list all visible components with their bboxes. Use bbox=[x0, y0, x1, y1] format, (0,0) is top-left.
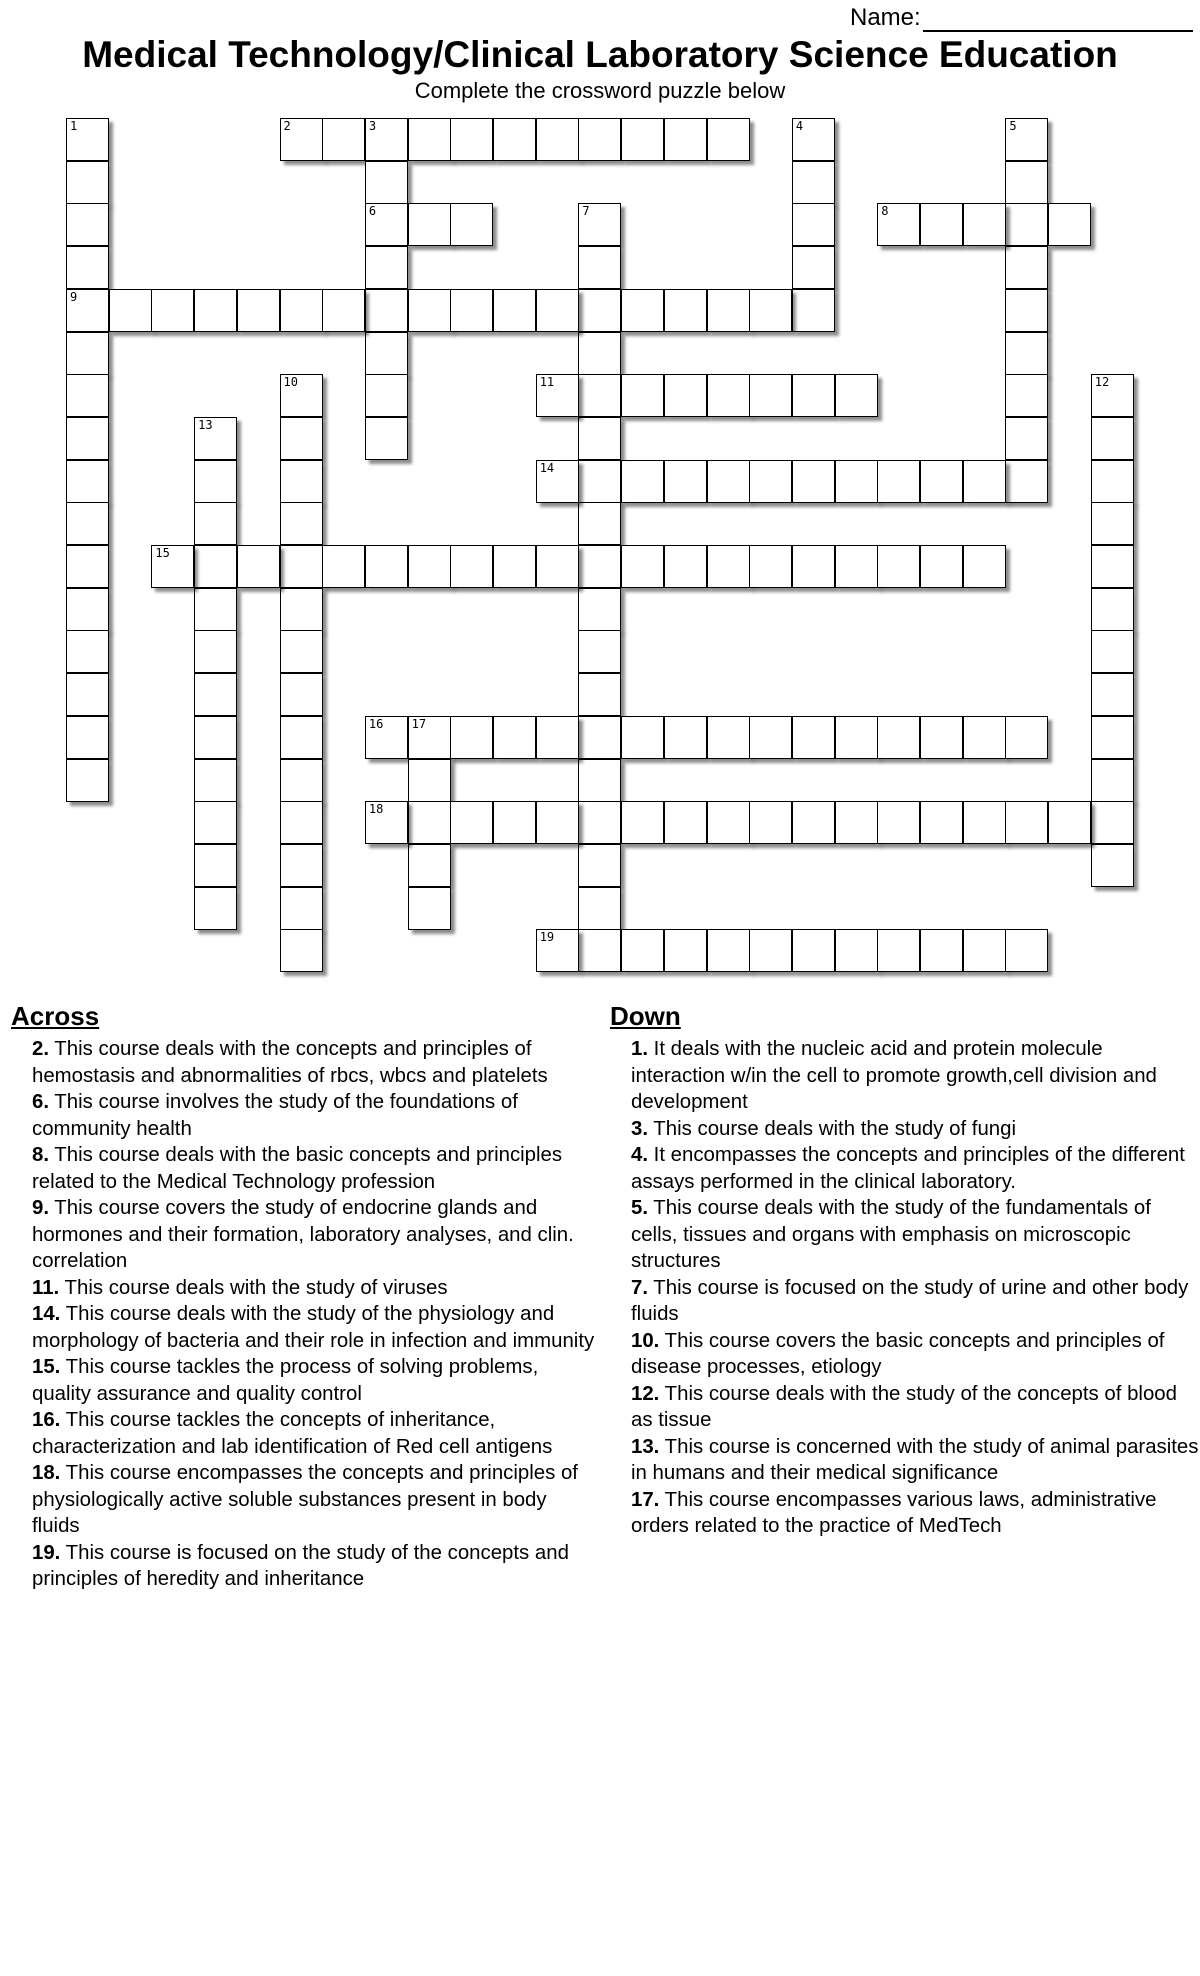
clue-number: 19 bbox=[539, 930, 555, 945]
grid-cell[interactable] bbox=[963, 460, 1006, 503]
grid-cell[interactable] bbox=[963, 545, 1006, 588]
grid-cell[interactable] bbox=[280, 716, 323, 759]
across-clue bbox=[11, 1089, 597, 1142]
grid-cell[interactable] bbox=[536, 118, 579, 161]
grid-cell[interactable] bbox=[194, 289, 237, 332]
grid-cell[interactable] bbox=[963, 203, 1006, 246]
grid-cell[interactable] bbox=[408, 844, 451, 887]
grid-cell[interactable] bbox=[1005, 460, 1048, 503]
grid-cell[interactable] bbox=[450, 203, 493, 246]
grid-cell[interactable] bbox=[66, 118, 109, 161]
grid-cell[interactable] bbox=[707, 716, 750, 759]
across-clue bbox=[11, 1407, 597, 1460]
grid-cell[interactable] bbox=[664, 716, 707, 759]
page-subtitle: Complete the crossword puzzle below bbox=[414, 78, 786, 103]
clue-number-label: 19. bbox=[32, 1541, 61, 1564]
grid-cell[interactable] bbox=[322, 545, 365, 588]
clue-text: This course tackles the process of solving problems, quality assurance and quality control bbox=[32, 1356, 539, 1405]
grid-cell[interactable] bbox=[66, 460, 109, 503]
grid-cell[interactable] bbox=[877, 460, 920, 503]
grid-cell[interactable] bbox=[1005, 801, 1048, 844]
clue-text: This course deals with the study of fungi bbox=[648, 1117, 1017, 1140]
grid-cell[interactable] bbox=[1091, 545, 1134, 588]
clue-text: This course is focused on the study of the concepts and principles of heredity and inheritance bbox=[32, 1541, 569, 1590]
grid-cell[interactable] bbox=[792, 246, 835, 289]
down-clue bbox=[610, 1275, 1200, 1328]
across-clue bbox=[11, 1142, 597, 1195]
grid-cell[interactable] bbox=[450, 545, 493, 588]
clue-text: This course deals with the study of viruses bbox=[59, 1276, 448, 1299]
grid-cell[interactable] bbox=[365, 545, 408, 588]
grid-cell[interactable] bbox=[365, 716, 408, 759]
grid-cell[interactable] bbox=[792, 460, 835, 503]
grid-cell[interactable] bbox=[194, 545, 237, 588]
grid-cell[interactable] bbox=[578, 588, 621, 631]
grid-cell[interactable] bbox=[621, 460, 664, 503]
down-clue bbox=[610, 1328, 1200, 1381]
down-clues bbox=[610, 1000, 1199, 1540]
name-label: Name: bbox=[850, 4, 921, 31]
grid-cell[interactable] bbox=[578, 289, 621, 332]
grid-cell[interactable] bbox=[1091, 588, 1134, 631]
clue-number-label: 13. bbox=[631, 1435, 660, 1458]
grid-cell[interactable] bbox=[707, 929, 750, 972]
grid-cell[interactable] bbox=[792, 118, 835, 161]
grid-cell[interactable] bbox=[963, 929, 1006, 972]
grid-cell[interactable] bbox=[664, 929, 707, 972]
grid-cell[interactable] bbox=[280, 759, 323, 802]
grid-cell[interactable] bbox=[920, 929, 963, 972]
grid-cell[interactable] bbox=[578, 801, 621, 844]
across-heading: Across bbox=[11, 1001, 100, 1031]
grid-cell[interactable] bbox=[707, 801, 750, 844]
grid-cell[interactable] bbox=[237, 289, 280, 332]
grid-cell[interactable] bbox=[963, 716, 1006, 759]
grid-cell[interactable] bbox=[621, 545, 664, 588]
clue-number-label: 2. bbox=[32, 1038, 50, 1060]
clue-number-label: 10. bbox=[631, 1329, 660, 1352]
grid-cell[interactable] bbox=[578, 246, 621, 289]
clue-number: 17 bbox=[411, 716, 427, 731]
grid-cell[interactable] bbox=[194, 630, 237, 673]
grid-cell[interactable] bbox=[450, 289, 493, 332]
grid-cell[interactable] bbox=[835, 929, 878, 972]
clue-text: This course deals with the study of the fundamentals of cells, tissues and organs with emphasis on microscopic structures bbox=[631, 1197, 1151, 1272]
grid-cell[interactable] bbox=[749, 801, 792, 844]
grid-cell[interactable] bbox=[66, 246, 109, 289]
grid-cell[interactable] bbox=[408, 545, 451, 588]
grid-cell[interactable] bbox=[280, 844, 323, 887]
grid-cell[interactable] bbox=[280, 673, 323, 716]
grid-cell[interactable] bbox=[792, 374, 835, 417]
clue-text: This course covers the basic concepts and principles of disease processes, etiology bbox=[631, 1329, 1165, 1378]
clue-number-label: 4. bbox=[631, 1144, 649, 1166]
grid-cell[interactable] bbox=[749, 460, 792, 503]
grid-cell[interactable] bbox=[749, 289, 792, 332]
grid-cell[interactable] bbox=[536, 545, 579, 588]
grid-cell[interactable] bbox=[408, 801, 451, 844]
grid-cell[interactable] bbox=[664, 374, 707, 417]
grid-cell[interactable] bbox=[493, 801, 536, 844]
across-clue-list bbox=[11, 1036, 595, 1593]
grid-cell[interactable] bbox=[365, 246, 408, 289]
grid-cell[interactable] bbox=[66, 630, 109, 673]
grid-cell[interactable] bbox=[194, 673, 237, 716]
grid-cell[interactable] bbox=[1091, 417, 1134, 460]
grid-cell[interactable] bbox=[707, 289, 750, 332]
grid-cell[interactable] bbox=[792, 203, 835, 246]
grid-cell[interactable] bbox=[578, 460, 621, 503]
grid-cell[interactable] bbox=[66, 588, 109, 631]
grid-cell[interactable] bbox=[280, 545, 323, 588]
grid-cell[interactable] bbox=[877, 929, 920, 972]
grid-cell[interactable] bbox=[365, 417, 408, 460]
grid-cell[interactable] bbox=[578, 716, 621, 759]
grid-cell[interactable] bbox=[1048, 203, 1091, 246]
clue-number-label: 18. bbox=[32, 1462, 61, 1484]
grid-cell[interactable] bbox=[707, 460, 750, 503]
clue-number: 12 bbox=[1094, 375, 1110, 390]
grid-cell[interactable] bbox=[877, 716, 920, 759]
clue-number-label: 9. bbox=[32, 1197, 50, 1219]
grid-cell[interactable] bbox=[920, 460, 963, 503]
grid-cell[interactable] bbox=[365, 203, 408, 246]
grid-cell[interactable] bbox=[707, 374, 750, 417]
grid-cell[interactable] bbox=[365, 332, 408, 375]
grid-cell[interactable] bbox=[664, 801, 707, 844]
grid-cell[interactable] bbox=[194, 801, 237, 844]
clue-number-label: 12. bbox=[631, 1382, 660, 1405]
across-clue bbox=[11, 1301, 597, 1354]
grid-cell[interactable] bbox=[835, 374, 878, 417]
grid-cell[interactable] bbox=[408, 716, 451, 759]
grid-cell[interactable] bbox=[280, 801, 323, 844]
clue-number: 10 bbox=[283, 375, 298, 390]
grid-cell[interactable] bbox=[963, 801, 1006, 844]
grid-cell[interactable] bbox=[1091, 759, 1134, 802]
clue-number-label: 17. bbox=[631, 1488, 660, 1511]
down-clue bbox=[610, 1116, 1200, 1143]
grid-cell[interactable] bbox=[707, 118, 750, 161]
grid-cell[interactable] bbox=[493, 289, 536, 332]
clue-number: 11 bbox=[539, 375, 555, 390]
across-clue bbox=[11, 1275, 597, 1302]
grid-cell[interactable] bbox=[578, 332, 621, 375]
grid-cell[interactable] bbox=[66, 161, 109, 204]
grid-cell[interactable] bbox=[66, 502, 109, 545]
grid-cell[interactable] bbox=[877, 203, 920, 246]
grid-cell[interactable] bbox=[920, 545, 963, 588]
grid-cell[interactable] bbox=[536, 716, 579, 759]
grid-cell[interactable] bbox=[280, 118, 323, 161]
grid-cell[interactable] bbox=[194, 844, 237, 887]
grid-cell[interactable] bbox=[109, 289, 152, 332]
grid-cell[interactable] bbox=[664, 289, 707, 332]
clue-number: 16 bbox=[368, 716, 384, 731]
down-clue bbox=[610, 1195, 1200, 1275]
grid-cell[interactable] bbox=[322, 289, 365, 332]
grid-cell[interactable] bbox=[877, 801, 920, 844]
clue-text: This course deals with the study of the physiology and morphology of bacteria and their role in infection and immunity bbox=[32, 1303, 595, 1352]
grid-cell[interactable] bbox=[578, 417, 621, 460]
down-clue bbox=[610, 1381, 1200, 1434]
grid-cell[interactable] bbox=[792, 801, 835, 844]
clue-number-label: 7. bbox=[631, 1276, 649, 1299]
clue-number: 13 bbox=[198, 417, 213, 432]
across-clue bbox=[11, 1460, 597, 1540]
grid-cell[interactable] bbox=[536, 929, 579, 972]
grid-cell[interactable] bbox=[322, 118, 365, 161]
clue-number: 9 bbox=[70, 289, 78, 304]
grid-cell[interactable] bbox=[280, 374, 323, 417]
grid-cell[interactable] bbox=[707, 545, 750, 588]
grid-cell[interactable] bbox=[1005, 374, 1048, 417]
clue-text: This course encompasses various laws, administrative orders related to the practice of MedTech bbox=[631, 1488, 1157, 1537]
grid-cell[interactable] bbox=[194, 759, 237, 802]
grid-cell[interactable] bbox=[450, 801, 493, 844]
grid-cell[interactable] bbox=[194, 417, 237, 460]
grid-cell[interactable] bbox=[151, 545, 194, 588]
page-title: Medical Technology/Clinical Laboratory Science Education bbox=[82, 34, 1118, 75]
grid-cell[interactable] bbox=[450, 716, 493, 759]
clue-text: This course tackles the concepts of inheritance, characterization and lab identification of Red cell antigens bbox=[32, 1409, 553, 1458]
clue-text: This course is focused on the study of urine and other body fluids bbox=[631, 1276, 1189, 1325]
grid-cell[interactable] bbox=[66, 417, 109, 460]
clue-number: 18 bbox=[368, 802, 384, 817]
clue-number: 5 bbox=[1009, 119, 1017, 133]
down-clue bbox=[610, 1487, 1200, 1540]
clue-number: 3 bbox=[368, 119, 377, 133]
grid-cell[interactable] bbox=[664, 460, 707, 503]
grid-cell[interactable] bbox=[1091, 502, 1134, 545]
grid-cell[interactable] bbox=[1005, 417, 1048, 460]
grid-cell[interactable] bbox=[578, 929, 621, 972]
grid-cell[interactable] bbox=[536, 460, 579, 503]
clue-number-label: 3. bbox=[631, 1117, 649, 1140]
grid-cell[interactable] bbox=[194, 502, 237, 545]
grid-cell[interactable] bbox=[280, 502, 323, 545]
grid-cell[interactable] bbox=[1005, 161, 1048, 204]
grid-cell[interactable] bbox=[66, 716, 109, 759]
grid-cell[interactable] bbox=[66, 374, 109, 417]
grid-cell[interactable] bbox=[835, 545, 878, 588]
grid-cell[interactable] bbox=[664, 118, 707, 161]
grid-cell[interactable] bbox=[621, 929, 664, 972]
grid-cell[interactable] bbox=[280, 289, 323, 332]
grid-cell[interactable] bbox=[1005, 289, 1048, 332]
clue-number: 6 bbox=[368, 204, 377, 219]
grid-cell[interactable] bbox=[621, 374, 664, 417]
grid-cell[interactable] bbox=[578, 374, 621, 417]
grid-cell[interactable] bbox=[1091, 374, 1134, 417]
grid-cell[interactable] bbox=[835, 801, 878, 844]
grid-cell[interactable] bbox=[1091, 801, 1134, 844]
grid-cell[interactable] bbox=[920, 716, 963, 759]
grid-cell[interactable] bbox=[280, 887, 323, 930]
clue-text: This course involves the study of the foundations of community health bbox=[32, 1091, 518, 1140]
clue-text: It deals with the nucleic acid and protein molecule interaction w/in the cell to promote growth,cell division and development bbox=[631, 1038, 1157, 1113]
clue-number: 8 bbox=[881, 204, 889, 219]
grid-cell[interactable] bbox=[749, 545, 792, 588]
clue-text: This course deals with the study of the concepts of blood as tissue bbox=[631, 1382, 1177, 1431]
clue-number: 2 bbox=[283, 119, 291, 133]
grid-cell[interactable] bbox=[151, 289, 194, 332]
grid-cell[interactable] bbox=[66, 203, 109, 246]
clue-text: This course is concerned with the study of animal parasites in humans and their medical significance bbox=[631, 1435, 1199, 1484]
grid-cell[interactable] bbox=[194, 716, 237, 759]
grid-cell[interactable] bbox=[1005, 716, 1048, 759]
grid-cell[interactable] bbox=[1091, 716, 1134, 759]
down-clue bbox=[610, 1434, 1200, 1487]
clue-number-label: 1. bbox=[631, 1038, 649, 1060]
grid-cell[interactable] bbox=[493, 716, 536, 759]
clue-text: This course deals with the concepts and principles of hemostasis and abnormalities of rbcs, wbcs and platelets bbox=[32, 1038, 548, 1087]
clue-text: This course deals with the basic concepts and principles related to the Medical Technology profession bbox=[32, 1144, 563, 1193]
grid-cell[interactable] bbox=[578, 118, 621, 161]
grid-cell[interactable] bbox=[1005, 246, 1048, 289]
grid-cell[interactable] bbox=[578, 545, 621, 588]
clue-number-label: 14. bbox=[32, 1303, 61, 1325]
grid-cell[interactable] bbox=[280, 588, 323, 631]
grid-cell[interactable] bbox=[1005, 332, 1048, 375]
grid-cell[interactable] bbox=[835, 716, 878, 759]
grid-cell[interactable] bbox=[1091, 630, 1134, 673]
grid-cell[interactable] bbox=[578, 844, 621, 887]
grid-cell[interactable] bbox=[578, 203, 621, 246]
grid-cell[interactable] bbox=[792, 545, 835, 588]
clue-number-label: 15. bbox=[32, 1356, 61, 1378]
clue-number: 14 bbox=[539, 460, 555, 475]
grid-cell[interactable] bbox=[493, 545, 536, 588]
grid-cell[interactable] bbox=[408, 887, 451, 930]
grid-cell[interactable] bbox=[920, 801, 963, 844]
clue-number: 7 bbox=[582, 204, 590, 219]
across-clue bbox=[11, 1195, 597, 1275]
grid-cell[interactable] bbox=[578, 887, 621, 930]
clue-text: This course encompasses the concepts and principles of physiologically active soluble substances present in body fluids bbox=[32, 1462, 578, 1537]
grid-cell[interactable] bbox=[1048, 801, 1091, 844]
grid-cell[interactable] bbox=[280, 630, 323, 673]
grid-cell[interactable] bbox=[835, 460, 878, 503]
grid-cell[interactable] bbox=[194, 887, 237, 930]
grid-cell[interactable] bbox=[66, 332, 109, 375]
grid-cell[interactable] bbox=[792, 929, 835, 972]
grid-cell[interactable] bbox=[877, 545, 920, 588]
grid-cell[interactable] bbox=[664, 545, 707, 588]
grid-cell[interactable] bbox=[66, 759, 109, 802]
clue-number-label: 5. bbox=[631, 1197, 649, 1219]
grid-cell[interactable] bbox=[536, 374, 579, 417]
grid-cell[interactable] bbox=[621, 118, 664, 161]
grid-cell[interactable] bbox=[408, 203, 451, 246]
grid-cell[interactable] bbox=[280, 929, 323, 972]
clue-number: 1 bbox=[70, 119, 78, 133]
grid-cell[interactable] bbox=[66, 289, 109, 332]
grid-cell[interactable] bbox=[280, 460, 323, 503]
grid-cell[interactable] bbox=[1091, 460, 1134, 503]
grid-cell[interactable] bbox=[792, 716, 835, 759]
grid-cell[interactable] bbox=[408, 118, 451, 161]
grid-cell[interactable] bbox=[408, 289, 451, 332]
clue-number-label: 6. bbox=[32, 1091, 50, 1113]
down-clue bbox=[610, 1036, 1200, 1116]
grid-cell[interactable] bbox=[450, 118, 493, 161]
clue-number-label: 16. bbox=[32, 1409, 61, 1431]
clue-number: 4 bbox=[795, 119, 804, 133]
grid-cell[interactable] bbox=[365, 374, 408, 417]
grid-cell[interactable] bbox=[920, 203, 963, 246]
grid-cell[interactable] bbox=[792, 161, 835, 204]
grid-cell[interactable] bbox=[1005, 929, 1048, 972]
down-heading: Down bbox=[610, 1001, 681, 1031]
grid-cell[interactable] bbox=[66, 673, 109, 716]
grid-cell[interactable] bbox=[365, 161, 408, 204]
down-clue bbox=[610, 1142, 1200, 1195]
grid-cell[interactable] bbox=[408, 759, 451, 802]
grid-cell[interactable] bbox=[365, 289, 408, 332]
grid-cell[interactable] bbox=[578, 502, 621, 545]
across-clue bbox=[11, 1540, 597, 1593]
grid-cell[interactable] bbox=[621, 716, 664, 759]
grid-cell[interactable] bbox=[194, 588, 237, 631]
grid-cell[interactable] bbox=[1005, 118, 1048, 161]
grid-cell[interactable] bbox=[578, 673, 621, 716]
grid-cell[interactable] bbox=[365, 801, 408, 844]
grid-cell[interactable] bbox=[749, 929, 792, 972]
grid-cell[interactable] bbox=[237, 545, 280, 588]
grid-cell[interactable] bbox=[621, 801, 664, 844]
clue-number-label: 8. bbox=[32, 1144, 50, 1166]
across-clue bbox=[11, 1036, 597, 1089]
clue-number: 15 bbox=[155, 546, 170, 560]
grid-cell[interactable] bbox=[1091, 673, 1134, 716]
grid-cell[interactable] bbox=[536, 289, 579, 332]
grid-cell[interactable] bbox=[749, 716, 792, 759]
clue-text: It encompasses the concepts and principles of the different assays performed in the clinical laboratory. bbox=[631, 1144, 1185, 1193]
grid-cell[interactable] bbox=[749, 374, 792, 417]
clue-text: This course covers the study of endocrine glands and hormones and their formation, laboratory analyses, and clin. correlation bbox=[32, 1197, 574, 1272]
grid-cell[interactable] bbox=[66, 545, 109, 588]
grid-cell[interactable] bbox=[578, 759, 621, 802]
grid-cell[interactable] bbox=[194, 460, 237, 503]
grid-cell[interactable] bbox=[578, 630, 621, 673]
grid-cell[interactable] bbox=[365, 118, 408, 161]
grid-cell[interactable] bbox=[1091, 844, 1134, 887]
clue-number-label: 11. bbox=[32, 1276, 60, 1299]
across-clues bbox=[11, 1000, 595, 1593]
grid-cell[interactable] bbox=[1005, 203, 1048, 246]
grid-cell[interactable] bbox=[792, 289, 835, 332]
down-clue-list bbox=[610, 1036, 1199, 1540]
across-clue bbox=[11, 1354, 597, 1407]
grid-cell[interactable] bbox=[493, 118, 536, 161]
grid-cell[interactable] bbox=[280, 417, 323, 460]
grid-cell[interactable] bbox=[621, 289, 664, 332]
grid-cell[interactable] bbox=[536, 801, 579, 844]
